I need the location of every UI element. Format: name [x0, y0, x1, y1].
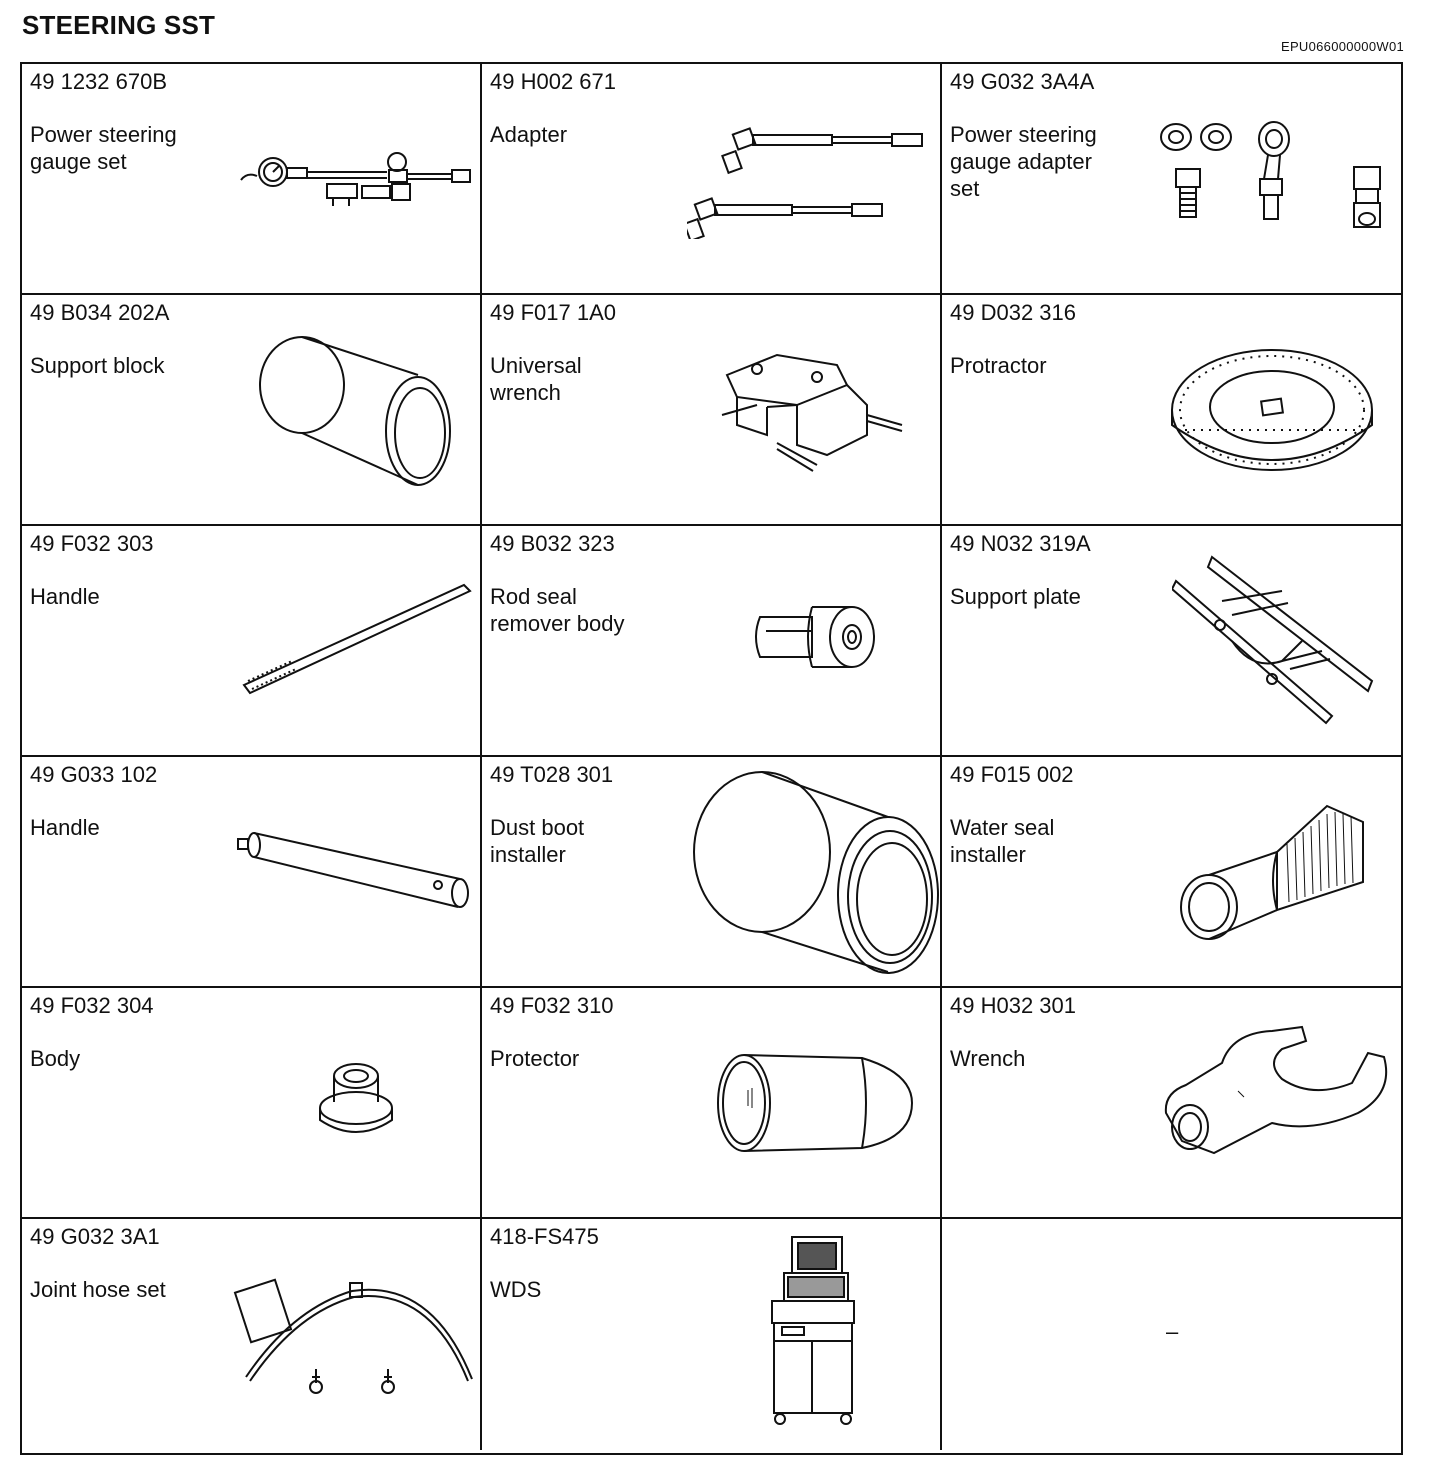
tool-name: Support plate — [950, 584, 1081, 609]
part-number: 49 H002 671 — [490, 69, 616, 94]
tool-name: Body — [30, 1046, 81, 1071]
water-seal-installer-icon — [1177, 802, 1367, 942]
tool-cell — [942, 295, 1403, 526]
tool-name: Protector — [490, 1046, 580, 1071]
tool-cell — [22, 295, 482, 526]
part-number: 49 1232 670B — [30, 69, 168, 94]
tool-cell — [482, 988, 942, 1219]
part-number: 49 D032 316 — [950, 300, 1076, 325]
tool-cell — [482, 64, 942, 295]
tool-name: Handle — [30, 584, 100, 609]
tool-cell — [22, 757, 482, 988]
body-icon — [312, 1058, 402, 1148]
tool-name: Handle — [30, 815, 100, 840]
tool-name: WDS — [490, 1277, 542, 1302]
part-number: 49 N032 319A — [950, 531, 1091, 556]
universal-wrench-icon — [717, 345, 917, 475]
protractor-icon — [1167, 345, 1377, 485]
part-number: 49 G033 102 — [30, 762, 158, 787]
document-code: EPU066000000W01 — [1280, 39, 1404, 54]
part-number: 49 T028 301 — [490, 762, 614, 787]
tool-name: Universal wrench — [490, 353, 582, 405]
protector-icon — [712, 1048, 922, 1158]
part-number: 49 F017 1A0 — [490, 300, 616, 325]
tool-name: Joint hose set — [30, 1277, 166, 1302]
tool-name: Adapter — [490, 122, 568, 147]
handle-bar-icon — [232, 827, 472, 917]
tool-name: Rod seal remover body — [490, 584, 625, 636]
part-number: 418-FS475 — [490, 1224, 599, 1249]
tool-name: Wrench — [950, 1046, 1026, 1071]
handle-rod-icon — [242, 581, 482, 701]
support-plate-icon — [1172, 551, 1382, 726]
tool-name: Support block — [30, 353, 165, 378]
tool-table — [20, 62, 1403, 1455]
wds-cart-icon — [762, 1231, 862, 1431]
tool-name: Dust boot installer — [490, 815, 585, 867]
part-number: 49 F032 304 — [30, 993, 154, 1018]
part-number: 49 B032 323 — [490, 531, 615, 556]
tool-cell — [22, 988, 482, 1219]
tool-cell — [22, 64, 482, 295]
tool-cell-empty — [942, 1219, 1403, 1450]
part-number: 49 F015 002 — [950, 762, 1074, 787]
tool-cell — [22, 526, 482, 757]
part-number: 49 G032 3A1 — [30, 1224, 160, 1249]
tool-cell — [942, 757, 1403, 988]
tool-cell — [482, 757, 942, 988]
wrench-icon — [1162, 1023, 1392, 1173]
gauge-set-icon — [237, 144, 477, 214]
adapter-fittings-icon — [1152, 119, 1392, 249]
tool-cell — [482, 295, 942, 526]
part-number: 49 F032 303 — [30, 531, 154, 556]
tool-cell — [942, 64, 1403, 295]
part-number: 49 H032 301 — [950, 993, 1076, 1018]
support-block-icon — [252, 335, 462, 495]
tool-cell — [482, 1219, 942, 1450]
empty-placeholder: – — [1166, 1319, 1179, 1344]
adapter-hoses-icon — [687, 119, 937, 239]
tool-name: Protractor — [950, 353, 1047, 378]
part-number: 49 B034 202A — [30, 300, 170, 325]
dust-boot-installer-icon — [692, 767, 942, 977]
tool-cell — [482, 526, 942, 757]
tool-name: Power steering gauge adapter set — [950, 122, 1097, 201]
part-number: 49 F032 310 — [490, 993, 614, 1018]
part-number: 49 G032 3A4A — [950, 69, 1095, 94]
tool-name: Power steering gauge set — [30, 122, 177, 174]
tool-cell — [942, 988, 1403, 1219]
tool-cell — [942, 526, 1403, 757]
tool-name: Water seal installer — [950, 815, 1055, 867]
seal-remover-icon — [752, 601, 882, 681]
joint-hose-set-icon — [232, 1269, 477, 1399]
page-title: STEERING SST — [22, 10, 216, 40]
tool-cell — [22, 1219, 482, 1450]
